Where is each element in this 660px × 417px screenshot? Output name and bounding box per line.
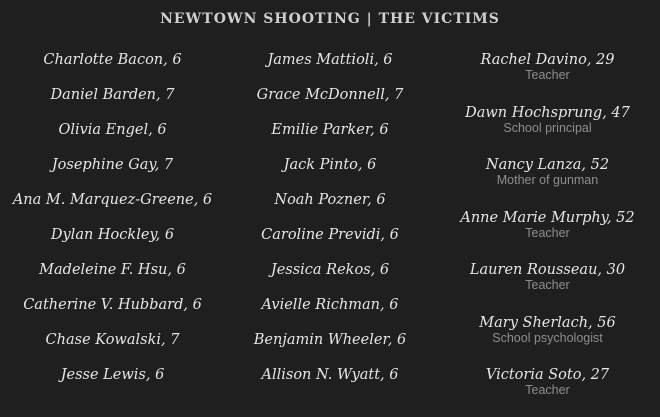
victim-name: Catherine V. Hubbard, 6 (23, 297, 202, 313)
victim-name: Grace McDonnell, 7 (256, 87, 404, 103)
adult-victim-entry (435, 49, 660, 102)
victim-name: Ana M. Marquez-Greene, 6 (12, 192, 213, 208)
victim-name: Rachel Davino, 29 (480, 52, 615, 68)
victim-name: Noah Pozner, 6 (274, 192, 386, 208)
victim-name: Anne Marie Murphy, 52 (460, 209, 635, 226)
adult-victim-entry (435, 312, 660, 365)
victim-name: Emilie Parker, 6 (271, 122, 389, 138)
victim-name: Nancy Lanza, 52 (485, 157, 610, 173)
victim-name: Dawn Hochsprung, 47 (465, 104, 630, 121)
victim-role: Mother of gunman (496, 173, 599, 187)
victim-role: Teacher (525, 383, 570, 397)
adult-victim-entry (435, 259, 660, 312)
victim-role: Teacher (525, 225, 570, 240)
victim-name: Benjamin Wheeler, 6 (253, 332, 407, 348)
victim-role: Teacher (525, 68, 570, 82)
victim-name: Chase Kowalski, 7 (45, 332, 180, 348)
victim-name: Jessica Rekos, 6 (270, 262, 390, 278)
victim-name: Mary Sherlach, 56 (479, 314, 616, 331)
victim-role: School psychologist (492, 330, 603, 345)
adult-victim-entry (435, 207, 660, 260)
page-title: NEWTOWN SHOOTING | THE VICTIMS (160, 11, 500, 27)
victim-name: Victoria Soto, 27 (485, 367, 610, 383)
victim-name: Dylan Hockley, 6 (50, 227, 175, 243)
victims-column-2 (215, 49, 445, 399)
adult-victim-entry (435, 102, 660, 155)
victim-name: Olivia Engel, 6 (58, 122, 167, 138)
victim-name: Jesse Lewis, 6 (60, 367, 165, 383)
victim-name: Daniel Barden, 7 (50, 87, 175, 103)
victim-name: Caroline Previdi, 6 (261, 227, 399, 243)
victim-role: Teacher (525, 278, 570, 292)
victim-name: Charlotte Bacon, 6 (43, 52, 182, 68)
adult-victim-entry (435, 154, 660, 207)
victim-role: School principal (503, 120, 592, 135)
victim-name: Josephine Gay, 7 (51, 157, 174, 173)
victim-name: Lauren Rousseau, 30 (469, 262, 626, 278)
victim-name: James Mattioli, 6 (267, 52, 393, 68)
victims-column-1 (0, 49, 225, 399)
victims-column-adults (435, 49, 660, 417)
victim-name: Madeleine F. Hsu, 6 (39, 262, 186, 278)
victim-name: Allison N. Wyatt, 6 (261, 367, 399, 383)
victim-name: Avielle Richman, 6 (261, 297, 399, 313)
adult-victim-entry (435, 364, 660, 417)
victim-name: Jack Pinto, 6 (283, 157, 377, 173)
